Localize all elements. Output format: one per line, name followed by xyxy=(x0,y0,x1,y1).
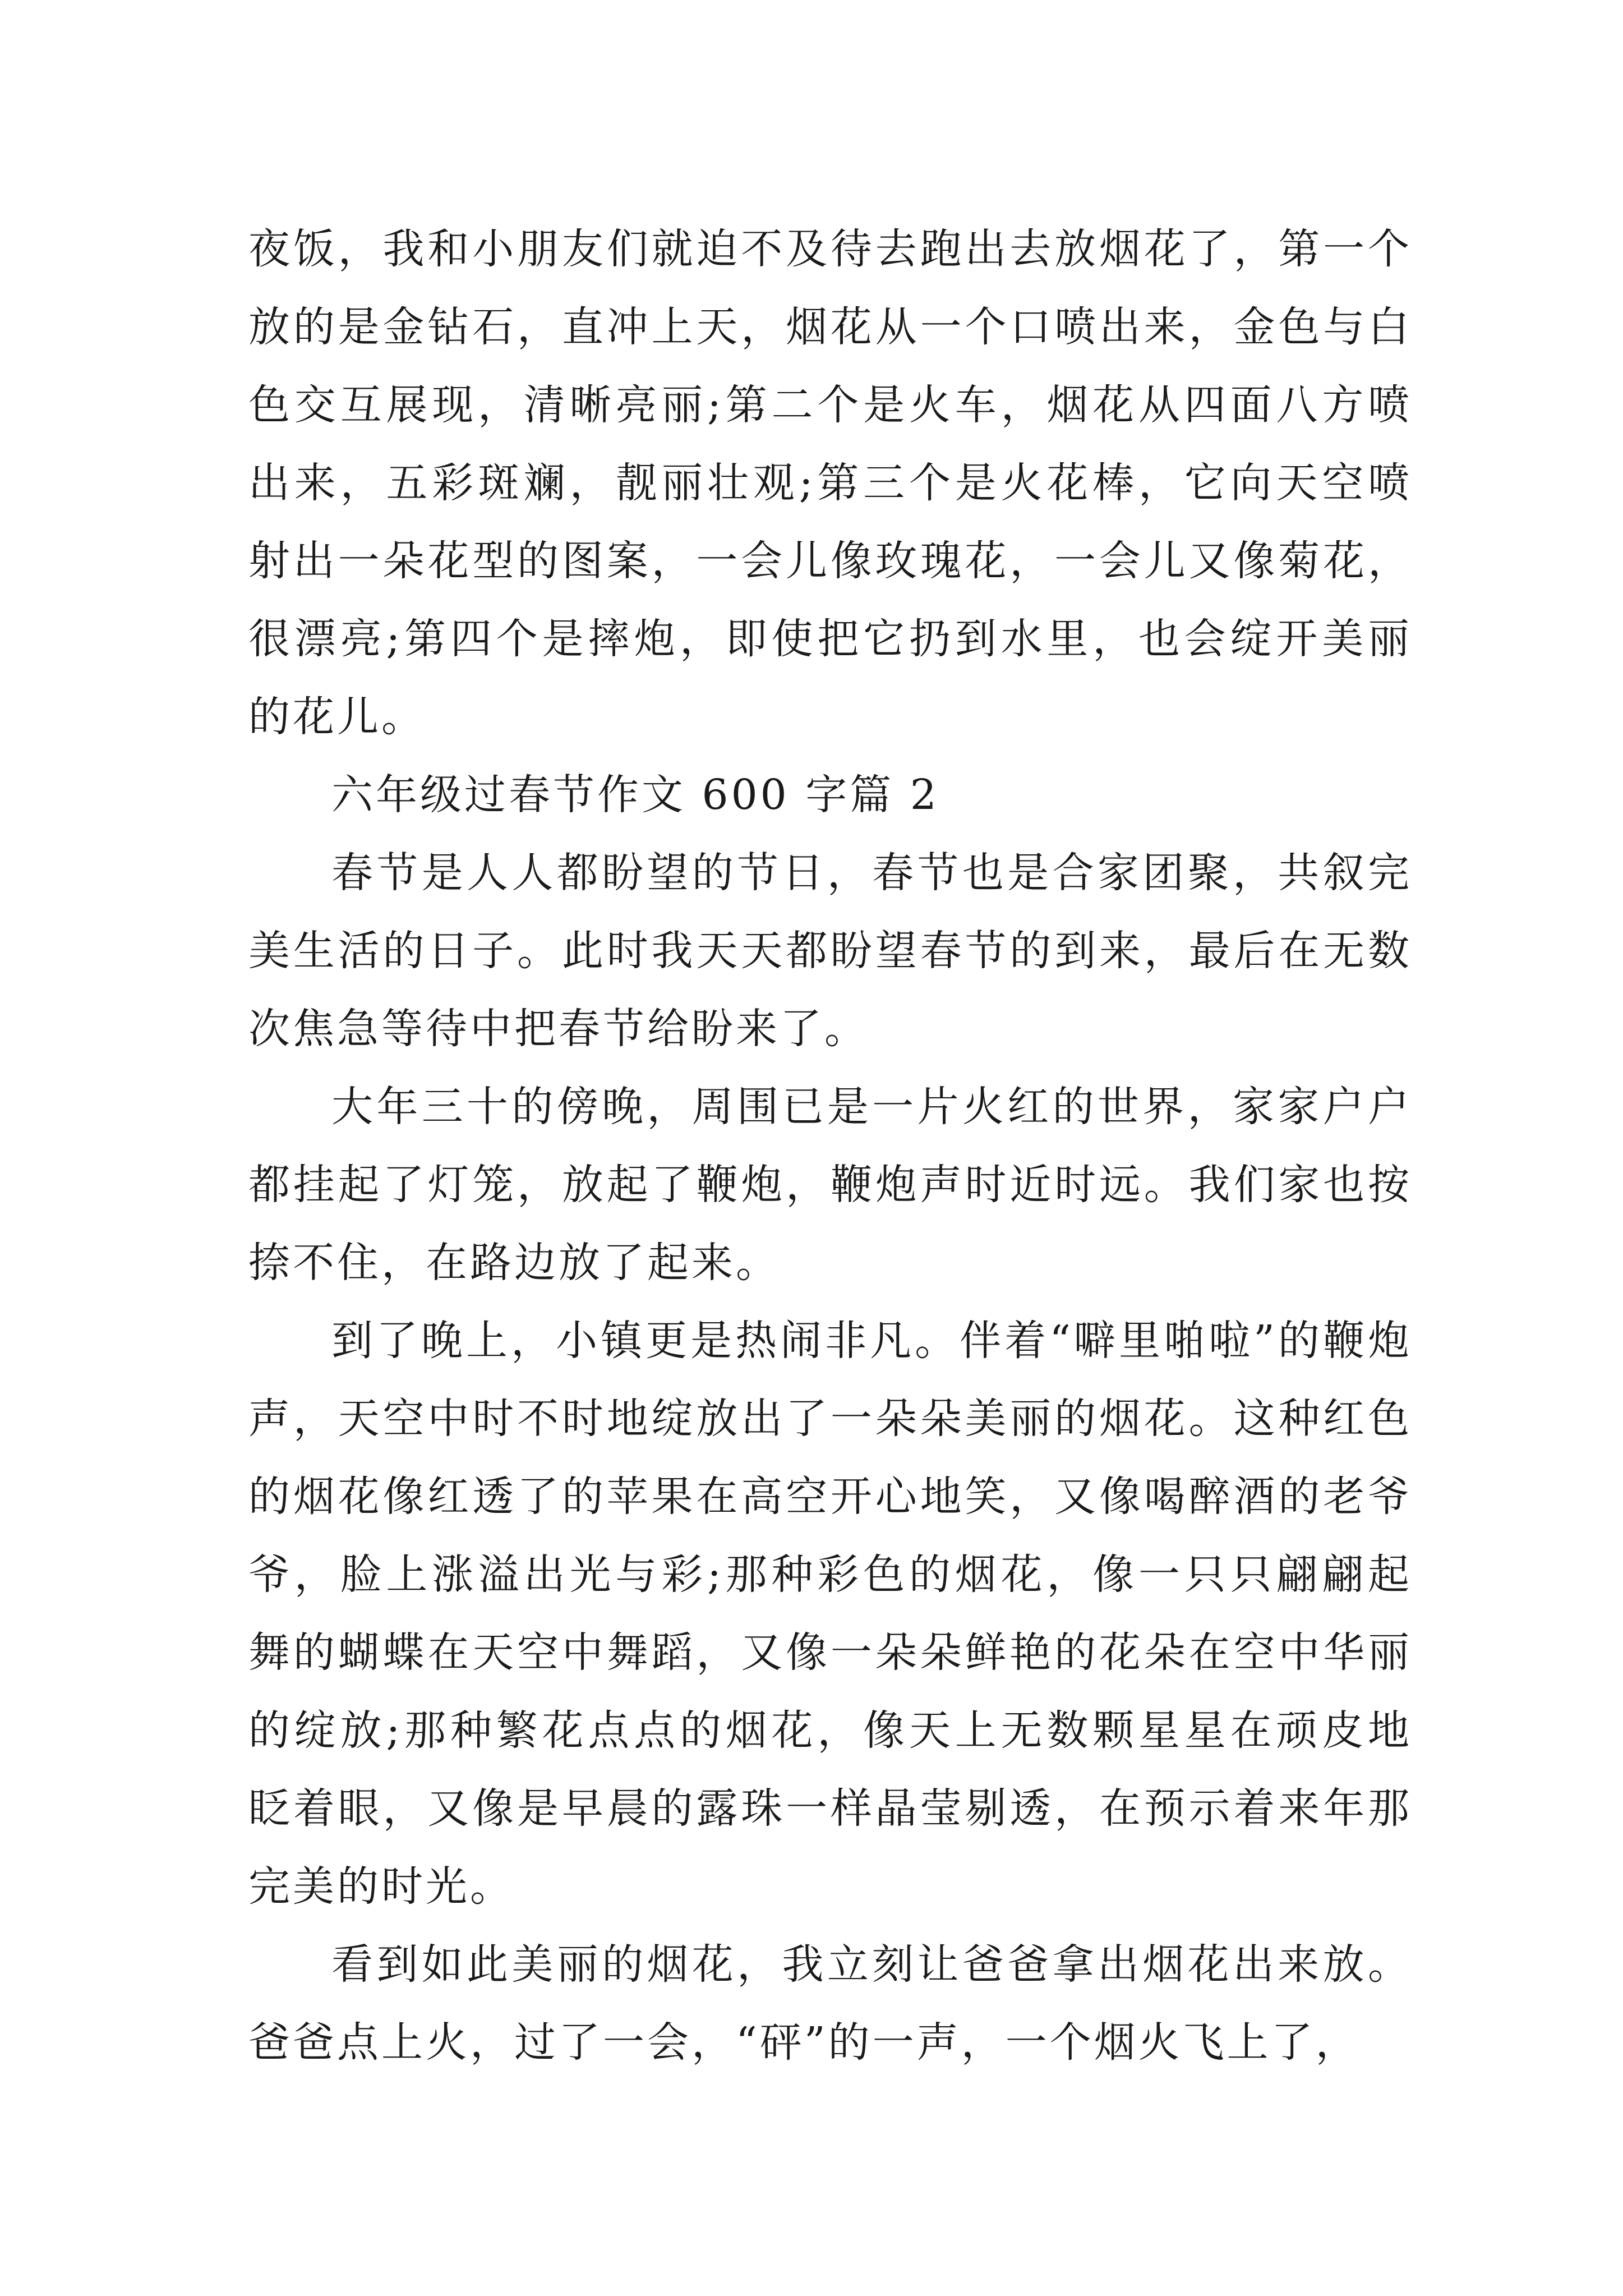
paragraph-fireworks: 到了晚上，小镇更是热闹非凡。伴着“噼里啪啦”的鞭炮声，天空中时不时地绽放出了一朵朵美丽的烟花。这种红色的烟花像红透了的苹果在高空开心地笑，又像喝醉酒的老爷爷，脸上涨溢出光与彩;那种彩色的烟花，像一只只翩翩起舞的蝴蝶在天空中舞蹈，又像一朵朵鲜艳的花朵在空中华丽的绽放;那种繁花点点的烟花，像天上无数颗星星在顽皮地眨着眼，又像是早晨的露珠一样晶莹剔透，在预示着来年那完美的时光。 xyxy=(248,1317,1412,1911)
paragraph-intro: 春节是人人都盼望的节日，春节也是合家团聚，共叙完美生活的日子。此时我天天都盼望春节的到来，最后在无数次焦急等待中把春节给盼来了。 xyxy=(248,849,1412,1053)
section-heading: 六年级过春节作文 600 字篇 2 xyxy=(331,771,939,819)
paragraph-evening: 大年三十的傍晚，周围已是一片火红的世界，家家户户都挂起了灯笼，放起了鞭炮，鞭炮声时近时远。我们家也按捺不住，在路边放了起来。 xyxy=(248,1083,1412,1287)
paragraph-father: 看到如此美丽的烟花，我立刻让爸爸拿出烟花出来放。爸爸点上火，过了一会，“砰”的一声，一个烟火飞上了， xyxy=(248,1940,1412,2067)
document-body xyxy=(248,210,1412,2082)
continuation-paragraph: 夜饭，我和小朋友们就迫不及待去跑出去放烟花了，第一个放的是金钻石，直冲上天，烟花从一个口喷出来，金色与白色交互展现，清晰亮丽;第二个是火车，烟花从四面八方喷出来，五彩斑斓，靓丽壮观;第三个是火花棒，它向天空喷射出一朵花型的图案，一会儿像玫瑰花，一会儿又像菊花，很漂亮;第四个是摔炮，即使把它扔到水里，也会绽开美丽的花儿。 xyxy=(248,225,1412,741)
